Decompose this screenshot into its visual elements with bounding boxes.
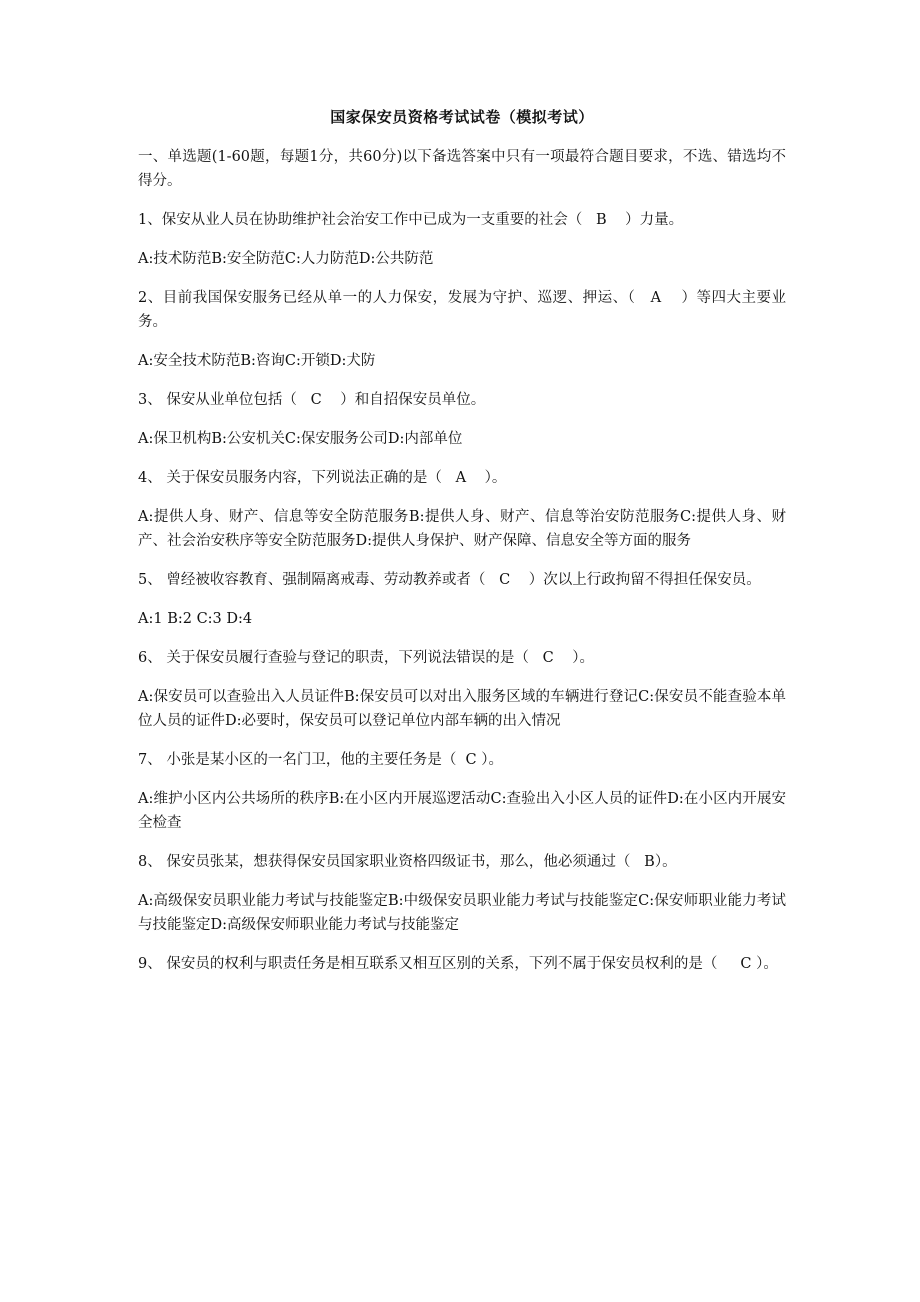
- question-5-options: A:1 B:2 C:3 D:4: [138, 611, 253, 627]
- question-7-options: A:维护小区内公共场所的秩序B:在小区内开展巡逻活动C:查验出入小区人员的证件D:在小区内开展安全检查: [138, 791, 786, 831]
- question-7: 7、 小张是某小区的一名门卫，他的主要任务是（ C ）。: [138, 752, 504, 768]
- question-1: 1、保安从业人员在协助维护社会治安工作中已成为一支重要的社会（ B ）力量。: [138, 212, 684, 228]
- question-4: 4、 关于保安员服务内容，下列说法正确的是（ A ）。: [138, 470, 507, 486]
- question-2-options: A:安全技术防范B:咨询C:开锁D:犬防: [138, 353, 376, 369]
- question-3: 3、 保安从业单位包括（ C ）和自招保安员单位。: [138, 392, 486, 408]
- exam-title: 国家保安员资格考试试卷（模拟考试）: [330, 108, 594, 126]
- question-6: 6、 关于保安员履行查验与登记的职责，下列说法错误的是（ C ）。: [138, 650, 594, 666]
- question-5: 5、 曾经被收容教育、强制隔离戒毒、劳动教养或者（ C ）次以上行政拘留不得担任保安员。: [138, 572, 761, 588]
- exam-page: [138, 106, 786, 991]
- question-8-options: A:高级保安员职业能力考试与技能鉴定B:中级保安员职业能力考试与技能鉴定C:保安师职业能力考试与技能鉴定D:高级保安师职业能力考试与技能鉴定: [138, 893, 786, 933]
- question-4-options: A:提供人身、财产、信息等安全防范服务B:提供人身、财产、信息等治安防范服务C:提供人身、财产、社会治安秩序等安全防范服务D:提供人身保护、财产保障、信息安全等方面的服务: [138, 509, 786, 549]
- question-8: 8、 保安员张某，想获得保安员国家职业资格四级证书，那么，他必须通过（ B）。: [138, 854, 677, 870]
- question-9: 9、 保安员的权利与职责任务是相互联系又相互区别的关系，下列不属于保安员权利的是（ C ）。: [138, 956, 778, 972]
- question-2: 2、目前我国保安服务已经从单一的人力保安，发展为守护、巡逻、押运、（ A ）等四大主要业务。: [138, 290, 786, 330]
- question-1-options: A:技术防范B:安全防范C:人力防范D:公共防范: [138, 251, 434, 267]
- question-3-options: A:保卫机构B:公安机关C:保安服务公司D:内部单位: [138, 431, 463, 447]
- section-intro: 一、单选题(1-60题，每题1分，共60分)以下备选答案中只有一项最符合题目要求，不选、错选均不得分。: [138, 149, 786, 189]
- question-6-options: A:保安员可以查验出入人员证件B:保安员可以对出入服务区域的车辆进行登记C:保安员不能查验本单位人员的证件D:必要时，保安员可以登记单位内部车辆的出入情况: [138, 689, 786, 729]
